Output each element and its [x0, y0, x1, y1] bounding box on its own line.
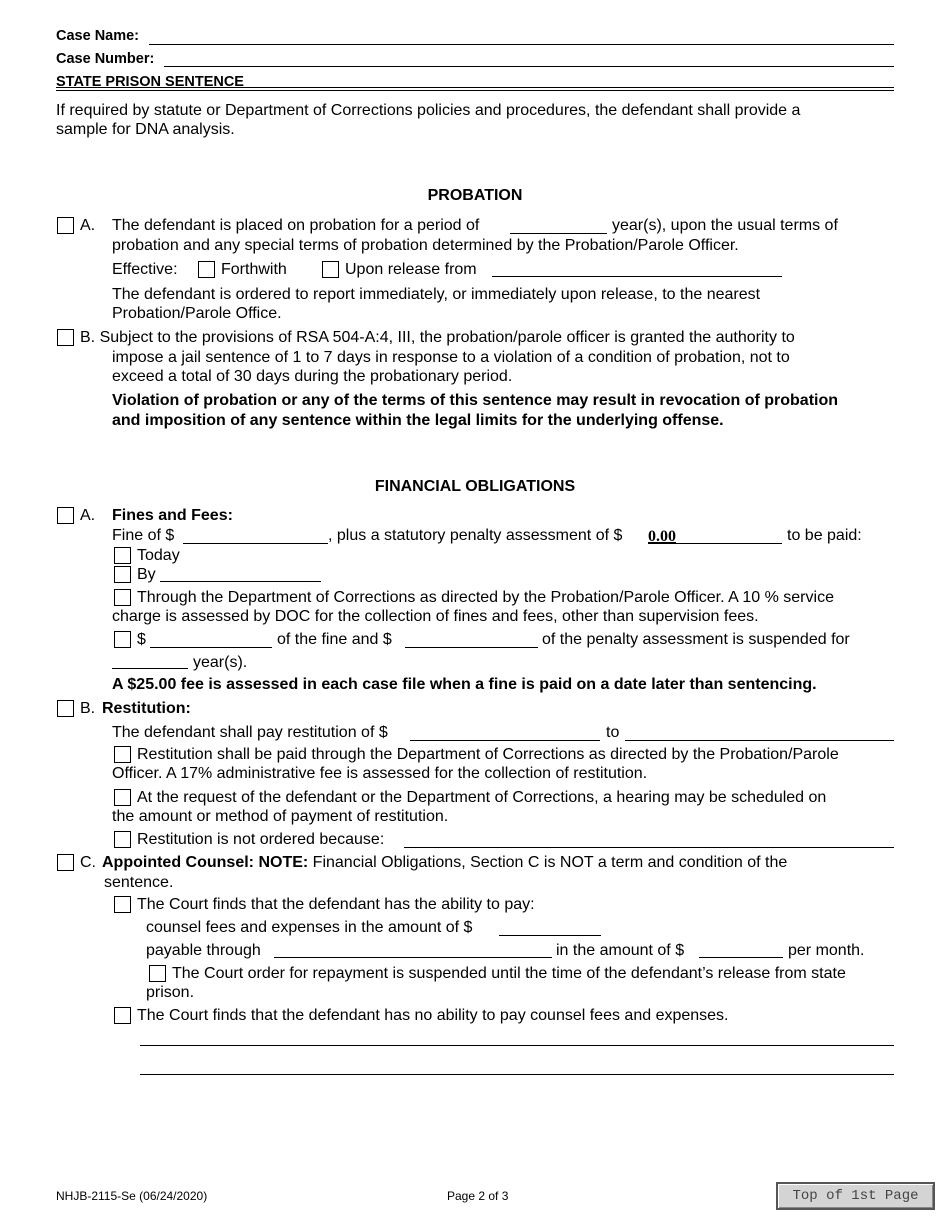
- suspended-fine-field[interactable]: [150, 647, 272, 648]
- fee-notice: A $25.00 fee is assessed in each case file when a fine is paid on a date later than sentencing.: [112, 676, 817, 693]
- per-month-label: per month.: [788, 942, 865, 959]
- restitution-b-letter: B.: [80, 700, 96, 717]
- restitution-not-ordered-checkbox[interactable]: [114, 831, 131, 848]
- violation-notice-line-1: Violation of probation or any of the terms of this sentence may result in revocation of probation: [112, 392, 839, 409]
- form-id: NHJB-2115-Se (06/24/2020): [56, 1189, 208, 1203]
- suspended-years-field[interactable]: [112, 668, 188, 669]
- probation-title: PROBATION: [427, 187, 523, 204]
- probation-a-text-1b: year(s), upon the usual terms of: [612, 217, 838, 234]
- ability-label: The Court finds that the defendant has the ability to pay:: [137, 896, 535, 913]
- probation-a-text-1a: The defendant is placed on probation for a period of: [112, 217, 480, 234]
- header-divider: [56, 87, 894, 88]
- suspended-years-label: year(s).: [193, 654, 248, 671]
- case-number-field[interactable]: [164, 66, 894, 67]
- probation-b-text-2: impose a jail sentence of 1 to 7 days in response to a violation of a condition of probation, not to: [112, 349, 790, 366]
- restitution-title: Restitution:: [102, 700, 191, 717]
- restitution-not-ordered-label: Restitution is not ordered because:: [137, 831, 385, 848]
- today-checkbox[interactable]: [114, 547, 131, 564]
- notes-line-1[interactable]: [140, 1045, 894, 1046]
- restitution-doc-checkbox[interactable]: [114, 746, 131, 763]
- top-of-first-page-button[interactable]: Top of 1st Page: [776, 1182, 935, 1210]
- dna-text-line-1: If required by statute or Department of Corrections policies and procedures, the defendant shall provide a: [56, 102, 801, 119]
- effective-label: Effective:: [112, 261, 178, 278]
- notes-line-2[interactable]: [140, 1074, 894, 1075]
- fines-title: Fines and Fees:: [112, 507, 233, 524]
- by-date-field[interactable]: [160, 581, 321, 582]
- payable-through-label: payable through: [146, 942, 261, 959]
- penalty-label: , plus a statutory penalty assessment of $: [328, 527, 623, 544]
- today-label: Today: [137, 547, 180, 564]
- fine-of-label: Fine of $: [112, 527, 175, 544]
- probation-b-text-1: B. Subject to the provisions of RSA 504-A:4, III, the probation/parole officer is granted the authority to: [80, 329, 795, 346]
- restitution-pay-label: The defendant shall pay restitution of $: [112, 724, 388, 741]
- counsel-fees-field[interactable]: [499, 935, 601, 936]
- restitution-hearing-line-1: At the request of the defendant or the Department of Corrections, a hearing may be scheduled on: [137, 789, 827, 806]
- upon-release-field[interactable]: [492, 276, 782, 277]
- probation-b-text-3: exceed a total of 30 days during the probationary period.: [112, 368, 513, 385]
- upon-release-label: Upon release from: [345, 261, 477, 278]
- page-number: Page 2 of 3: [447, 1189, 509, 1203]
- counsel-fees-label: counsel fees and expenses in the amount of $: [146, 919, 473, 936]
- probation-a-text-2: probation and any special terms of probation determined by the Probation/Parole Officer.: [112, 237, 739, 254]
- to-be-paid-label: to be paid:: [787, 527, 862, 544]
- no-ability-checkbox[interactable]: [114, 1007, 131, 1024]
- repayment-suspended-checkbox[interactable]: [149, 965, 166, 982]
- fines-a-letter: A.: [80, 507, 96, 524]
- case-name-field[interactable]: [149, 44, 894, 45]
- fine-amount-field[interactable]: [183, 543, 328, 544]
- penalty-amount-value: 0.00: [648, 528, 676, 545]
- monthly-amount-field[interactable]: [699, 957, 783, 958]
- by-label: By: [137, 566, 156, 583]
- restitution-hearing-checkbox[interactable]: [114, 789, 131, 806]
- section-label: STATE PRISON SENTENCE: [56, 74, 244, 90]
- note-label: NOTE:: [258, 854, 309, 871]
- repayment-suspended-line-2: prison.: [146, 984, 195, 1001]
- fines-a-checkbox[interactable]: [57, 507, 74, 524]
- suspended-fine-label: of the fine and $: [277, 631, 392, 648]
- report-text-line-2: Probation/Parole Office.: [112, 305, 282, 322]
- suspended-fine-checkbox[interactable]: [114, 631, 131, 648]
- financial-title: FINANCIAL OBLIGATIONS: [374, 478, 576, 495]
- note-text-line-2: sentence.: [104, 874, 174, 891]
- note-text: Financial Obligations, Section C is NOT a term and condition of the: [312, 854, 788, 871]
- suspended-penalty-label: of the penalty assessment is suspended for: [542, 631, 850, 648]
- restitution-amount-field[interactable]: [410, 740, 600, 741]
- report-text-line-1: The defendant is ordered to report immediately, or immediately upon release, to the nearest: [112, 286, 761, 303]
- counsel-c-checkbox[interactable]: [57, 854, 74, 871]
- by-checkbox[interactable]: [114, 566, 131, 583]
- counsel-note-line: [102, 853, 787, 872]
- dna-text-line-2: sample for DNA analysis.: [56, 121, 235, 138]
- restitution-to-label: to: [606, 724, 620, 741]
- probation-a-checkbox[interactable]: [57, 217, 74, 234]
- case-number-label: Case Number:: [56, 51, 155, 67]
- ability-checkbox[interactable]: [114, 896, 131, 913]
- counsel-title: Appointed Counsel:: [102, 854, 254, 871]
- header-divider-2: [56, 90, 894, 91]
- case-name-label: Case Name:: [56, 28, 140, 44]
- violation-notice-line-2: and imposition of any sentence within the legal limits for the underlying offense.: [112, 412, 724, 429]
- suspended-penalty-field[interactable]: [405, 647, 538, 648]
- restitution-reason-field[interactable]: [404, 847, 894, 848]
- probation-years-field[interactable]: [510, 233, 607, 234]
- restitution-doc-line-2: Officer. A 17% administrative fee is assessed for the collection of restitution.: [112, 765, 648, 782]
- restitution-doc-line-1: Restitution shall be paid through the Department of Corrections as directed by the Probation/Parole: [137, 746, 839, 763]
- forthwith-checkbox[interactable]: [198, 261, 215, 278]
- no-ability-label: The Court finds that the defendant has no ability to pay counsel fees and expenses.: [137, 1007, 729, 1024]
- upon-release-checkbox[interactable]: [322, 261, 339, 278]
- doc-text-line-1: Through the Department of Corrections as directed by the Probation/Parole Officer. A 10 % service: [137, 589, 834, 606]
- suspended-dollar-label: $: [137, 631, 146, 648]
- restitution-hearing-line-2: the amount or method of payment of restitution.: [112, 808, 449, 825]
- doc-text-line-2: charge is assessed by DOC for the collection of fines and fees, other than supervision fees.: [112, 608, 759, 625]
- doc-checkbox[interactable]: [114, 589, 131, 606]
- restitution-payee-field[interactable]: [625, 740, 894, 741]
- repayment-suspended-line-1: The Court order for repayment is suspended until the time of the defendant’s release from state: [172, 965, 846, 982]
- forthwith-label: Forthwith: [221, 261, 287, 278]
- probation-b-checkbox[interactable]: [57, 329, 74, 346]
- restitution-b-checkbox[interactable]: [57, 700, 74, 717]
- payable-through-field[interactable]: [274, 957, 552, 958]
- probation-a-letter: A.: [80, 217, 96, 234]
- counsel-c-letter: C.: [80, 854, 96, 871]
- in-amount-label: in the amount of $: [556, 942, 685, 959]
